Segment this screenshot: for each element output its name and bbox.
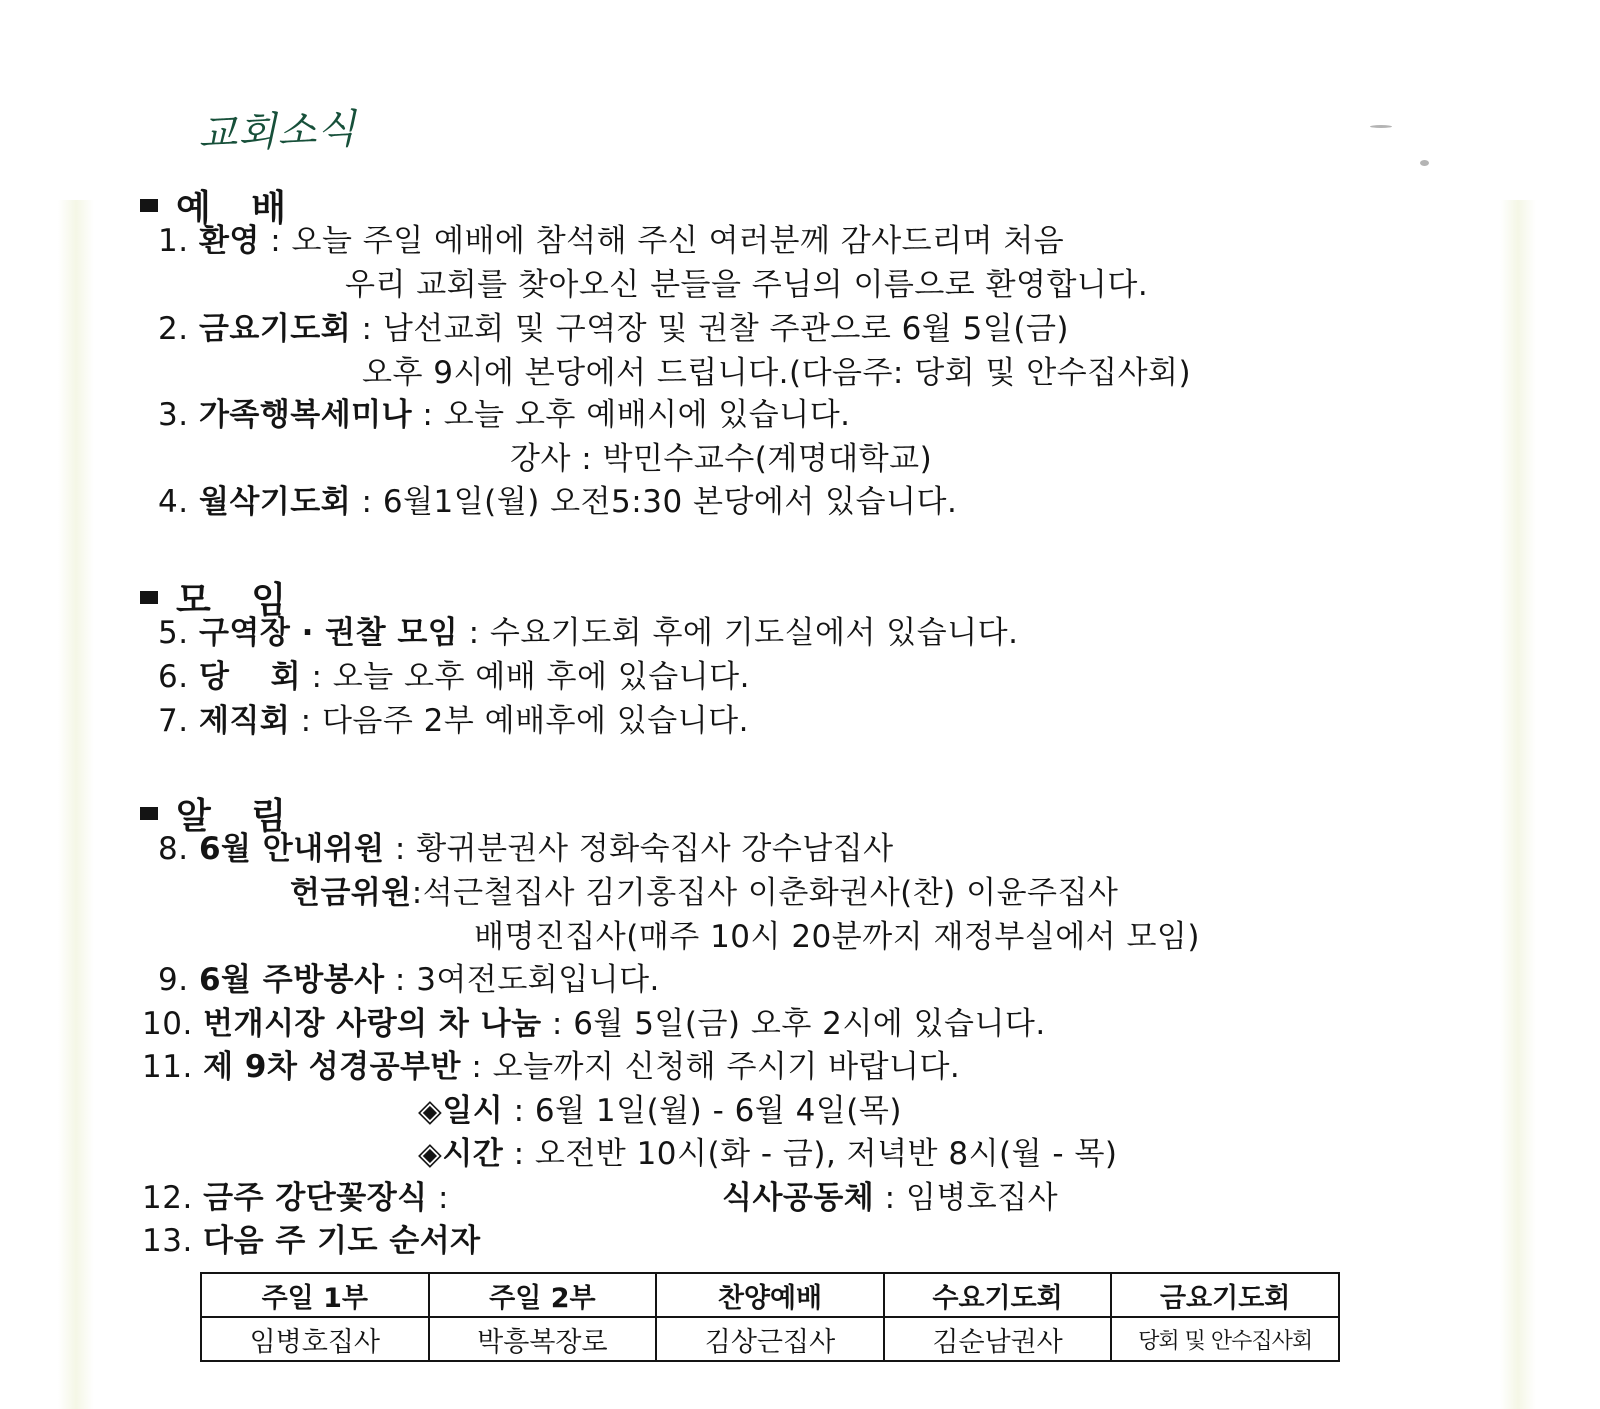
item-13: 13. 다음 주 기도 순서자 xyxy=(142,1223,481,1259)
dust-speck xyxy=(1420,160,1429,166)
item-2: 2. 금요기도회 : 남선교회 및 구역장 및 권찰 주관으로 6월 5일(금) xyxy=(158,311,1069,347)
item-9: 9. 6월 주방봉사 : 3여전도회입니다. xyxy=(158,962,660,998)
table-header: 주일 2부 xyxy=(429,1273,657,1317)
section-label: 예 배 xyxy=(176,188,301,229)
item-1: 1. 환영 : 오늘 주일 예배에 참석해 주신 여러분께 감사드리며 처음 xyxy=(158,223,1065,259)
item-10: 10. 번개시장 사랑의 차 나눔 : 6월 5일(금) 오후 2시에 있습니다. xyxy=(142,1006,1046,1042)
square-bullet-icon xyxy=(140,807,158,820)
square-bullet-icon xyxy=(140,591,158,604)
dust-speck xyxy=(1370,125,1392,128)
item-3-lecturer: 강사 : 박민수교수(계명대학교) xyxy=(510,441,933,477)
item-11: 11. 제 9차 성경공부반 : 오늘까지 신청해 주시기 바랍니다. xyxy=(142,1049,961,1085)
item-11-time: ◈시간 : 오전반 10시(화 - 금), 저녁반 8시(월 - 목) xyxy=(418,1136,1118,1172)
item-3: 3. 가족행복세미나 : 오늘 오후 예배시에 있습니다. xyxy=(158,397,851,433)
table-cell: 임병호집사 xyxy=(201,1317,429,1361)
item-6: 6. 당 회 : 오늘 오후 예배 후에 있습니다. xyxy=(158,659,750,695)
table-cell: 박흥복장로 xyxy=(429,1317,657,1361)
table-cell: 김상근집사 xyxy=(656,1317,884,1361)
item-2-continued: 오후 9시에 본당에서 드립니다.(다음주: 당회 및 안수집사회) xyxy=(362,355,1192,391)
item-12: 12. 금주 강단꽃장식 : xyxy=(142,1180,449,1216)
page-title: 교회소식 xyxy=(197,106,358,158)
table-header: 주일 1부 xyxy=(201,1273,429,1317)
item-7: 7. 제직회 : 다음주 2부 예배후에 있습니다. xyxy=(158,703,749,739)
table-header-row xyxy=(201,1273,1339,1317)
item-8-continued: 배명진집사(매주 10시 20분까지 재정부실에서 모임) xyxy=(474,919,1200,955)
table-row xyxy=(201,1317,1339,1361)
item-8: 8. 6월 안내위원 : 황귀분권사 정화숙집사 강수남집사 xyxy=(158,831,894,867)
table-header: 수요기도회 xyxy=(884,1273,1112,1317)
item-4: 4. 월삭기도회 : 6월1일(월) 오전5:30 본당에서 있습니다. xyxy=(158,484,958,520)
item-1-continued: 우리 교회를 찾아오신 분들을 주님의 이름으로 환영합니다. xyxy=(345,267,1149,303)
table-header: 찬양예배 xyxy=(656,1273,884,1317)
item-12-meal: 식사공동체 : 임병호집사 xyxy=(722,1180,1059,1216)
item-8-offering: 헌금위원:석근철집사 김기홍집사 이춘화권사(찬) 이윤주집사 xyxy=(290,875,1119,911)
table-cell: 김순남권사 xyxy=(884,1317,1112,1361)
section-label: 모 임 xyxy=(176,580,301,621)
item-5: 5. 구역장 · 권찰 모임 : 수요기도회 후에 기도실에서 있습니다. xyxy=(158,615,1019,651)
table-header: 금요기도회 xyxy=(1111,1273,1339,1317)
table-cell: 당회 및 안수집사회 xyxy=(1111,1317,1339,1361)
paper-edge-tint-right xyxy=(1500,200,1536,1409)
prayer-order-table xyxy=(200,1272,1340,1362)
square-bullet-icon xyxy=(140,199,158,212)
paper-edge-tint-left xyxy=(58,200,94,1409)
section-label: 알 림 xyxy=(176,796,301,837)
item-11-date: ◈일시 : 6월 1일(월) - 6월 4일(목) xyxy=(418,1093,902,1129)
